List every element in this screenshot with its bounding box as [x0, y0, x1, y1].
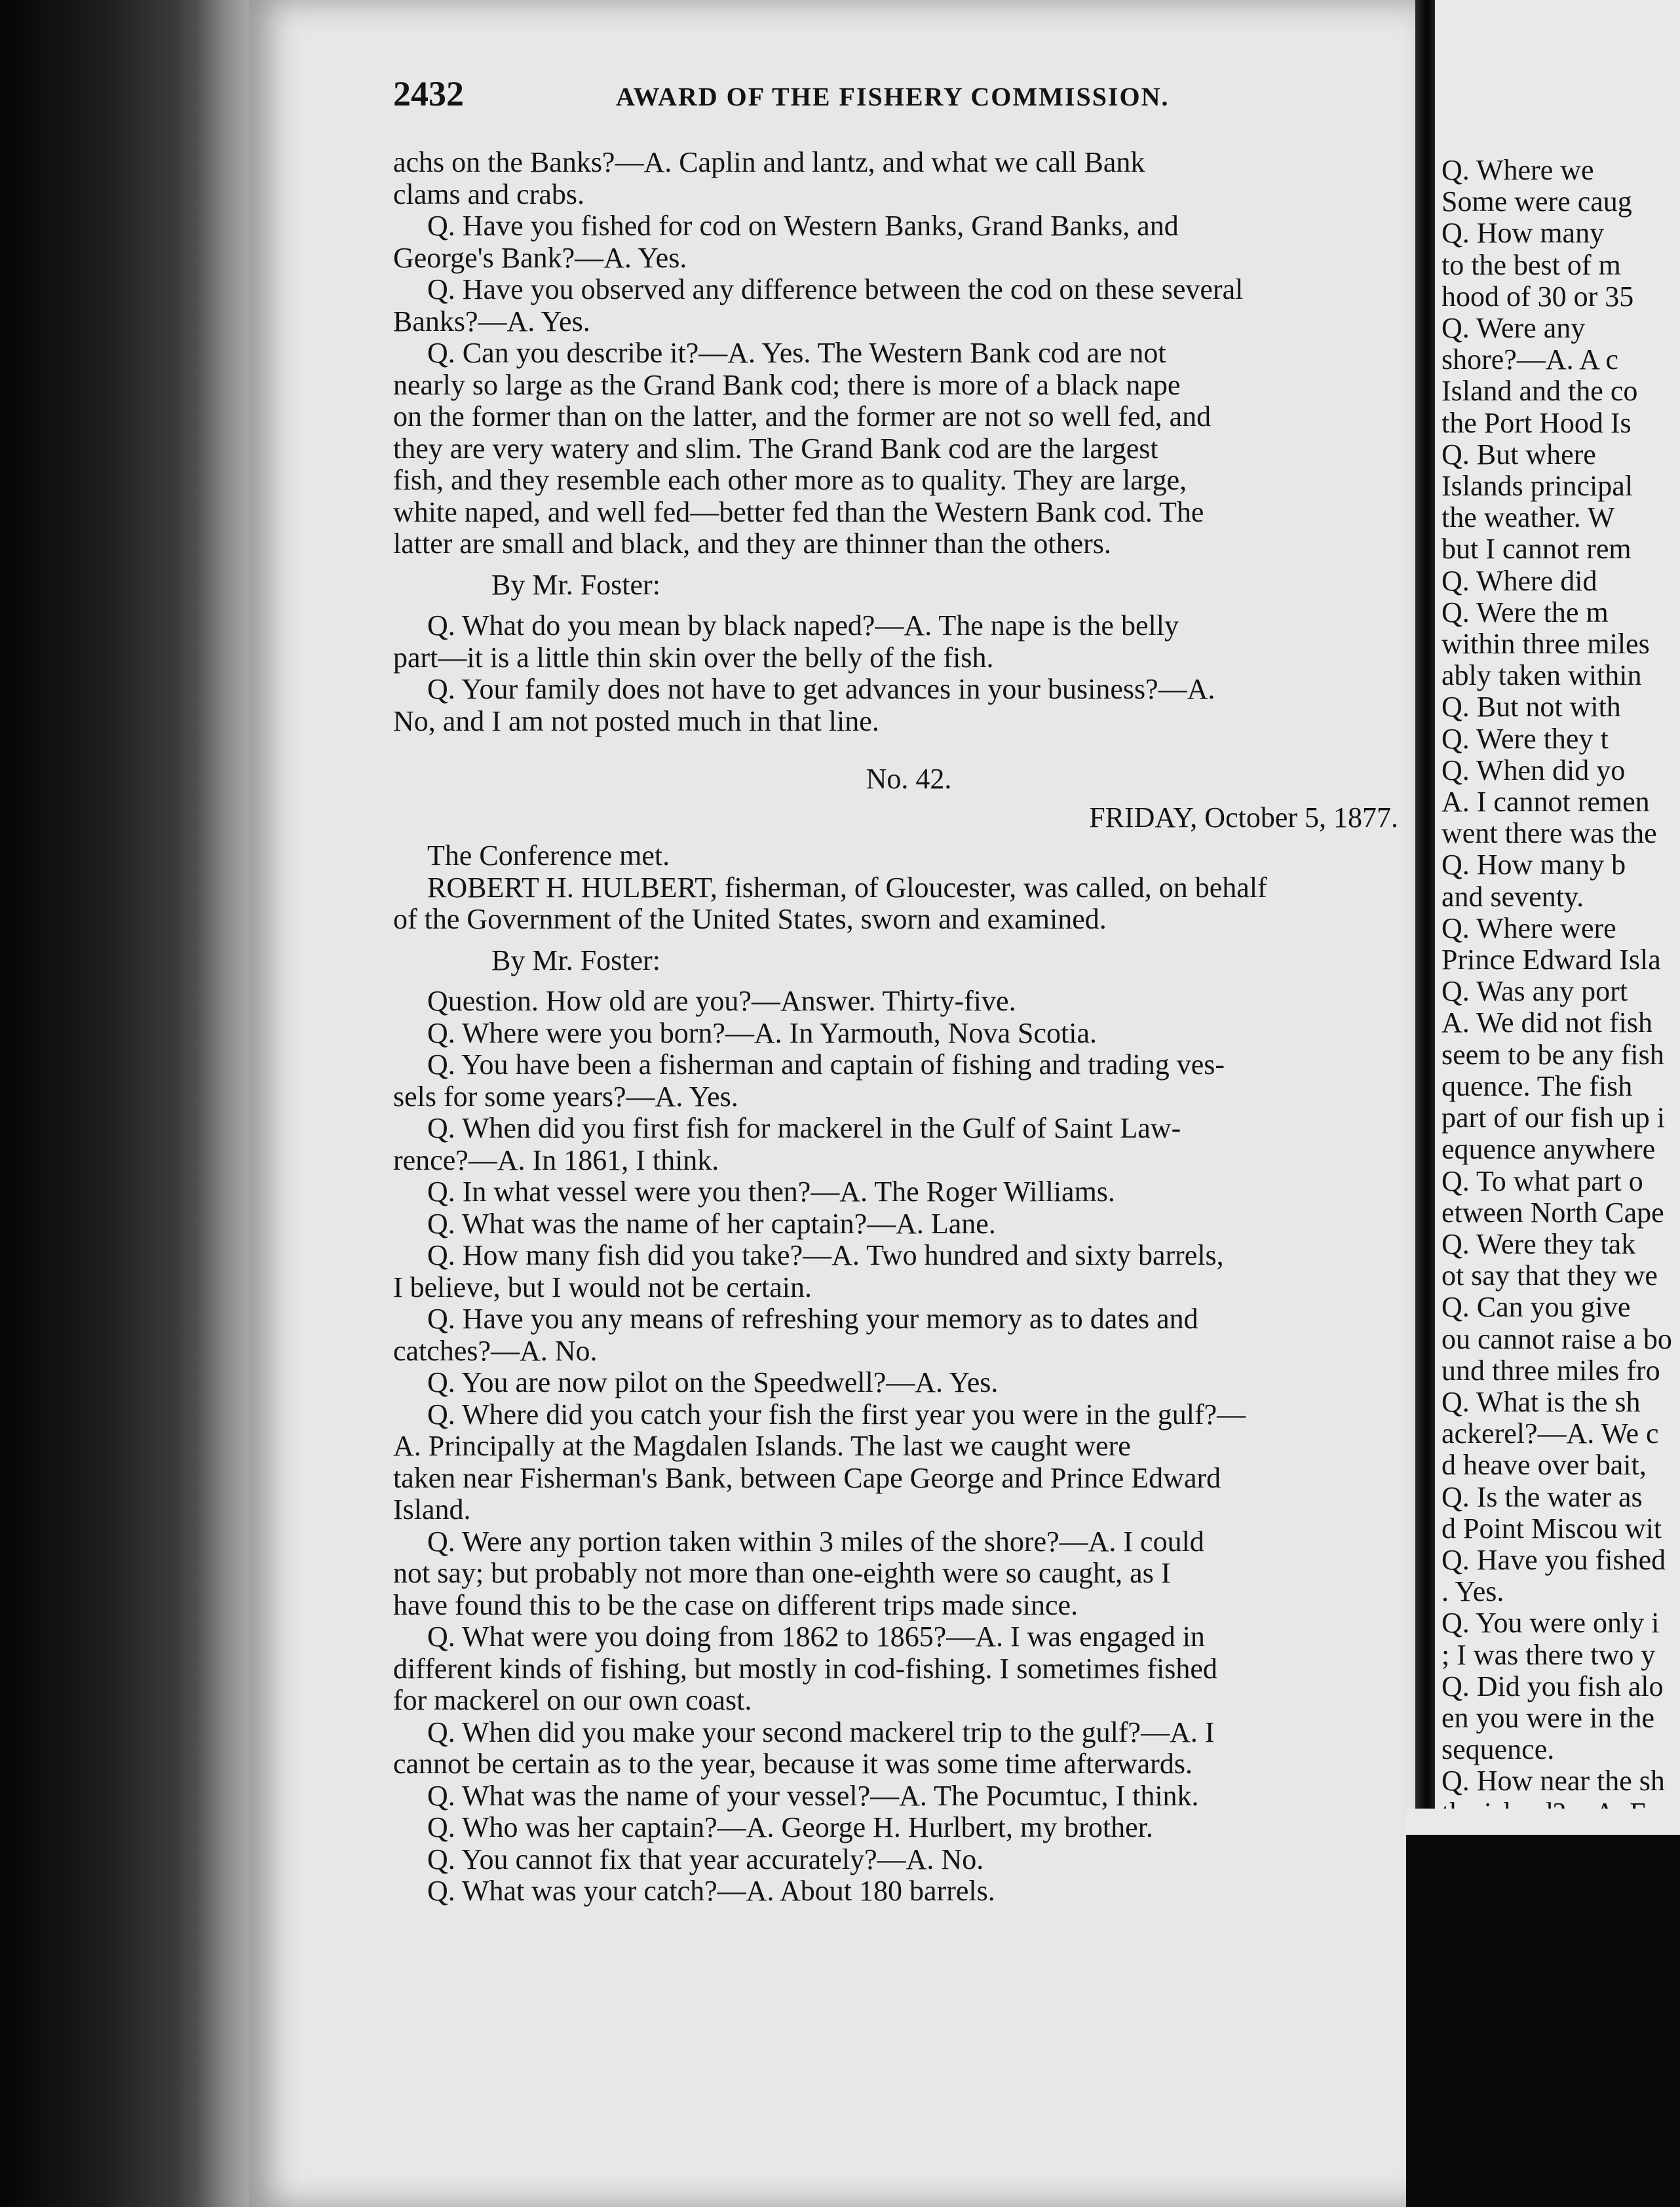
- text-line: Q. Where did: [1441, 564, 1597, 597]
- text-line: Q. Have you any means of refreshing your memory as to dates and: [427, 1303, 1198, 1335]
- right-text-column: [1441, 155, 1680, 1892]
- text-line: Q. But where: [1441, 438, 1596, 470]
- text-line: part—it is a little thin skin over the belly of the fish.: [393, 642, 994, 674]
- text-line: on the former than on the latter, and the former are not so well fed, and: [393, 401, 1212, 432]
- text-line: they are very watery and slim. The Grand Bank cod are the largest: [393, 432, 1158, 465]
- text-line: Q. Where we: [1441, 154, 1594, 186]
- text-line: Question. How old are you?—Answer. Thirty-five.: [427, 986, 1016, 1017]
- text-line: Q. What do you mean by black naped?—A. The nape is the belly: [427, 610, 1179, 642]
- text-line: Q. What is the sh: [1441, 1385, 1641, 1418]
- text-line: Q. Were any: [1441, 312, 1586, 345]
- text-line: Banks?—A. Yes.: [393, 305, 590, 337]
- text-line: the weather. W: [1441, 501, 1615, 534]
- text-line: Q. Where did you catch your fish the first year you were in the gulf?—: [427, 1398, 1246, 1430]
- text-line: seem to be any fish: [1441, 1038, 1664, 1071]
- text-line: different kinds of fishing, but mostly in cod-fishing. I sometimes fished: [393, 1653, 1217, 1685]
- running-title: AWARD OF THE FISHERY COMMISSION.: [616, 82, 1170, 111]
- text-line: Q. Where were: [1441, 912, 1616, 944]
- text-line: ; I was there two y: [1441, 1638, 1656, 1671]
- text-line: Island.: [393, 1494, 471, 1526]
- text-line: Island and the co: [1441, 375, 1638, 408]
- text-line: Q. How near the sh: [1441, 1765, 1665, 1797]
- text-line: Q. Can you give: [1441, 1291, 1631, 1324]
- text-line: Q. What was the name of your vessel?—A. The Pocumtuc, I think.: [427, 1780, 1199, 1812]
- text-line: sels for some years?—A. Yes.: [393, 1081, 738, 1113]
- text-line: not say; but probably not more than one-eighth were so caught, as I: [393, 1558, 1171, 1589]
- text-line: latter are small and black, and they are thinner than the others.: [393, 528, 1111, 560]
- text-line: but I cannot rem: [1441, 533, 1632, 566]
- text-line: ot say that they we: [1441, 1259, 1658, 1292]
- speaker-heading: By Mr. Foster:: [491, 944, 660, 976]
- text-line: en you were in the: [1441, 1701, 1654, 1734]
- text-line: The Conference met.: [427, 840, 670, 872]
- text-line: rence?—A. In 1861, I think.: [393, 1144, 719, 1176]
- text-line: d heave over bait,: [1441, 1449, 1647, 1482]
- text-line: ackerel?—A. We c: [1441, 1417, 1659, 1450]
- text-line: achs on the Banks?—A. Caplin and lantz, and what we call Bank: [393, 147, 1145, 178]
- text-line: clams and crabs.: [393, 178, 584, 210]
- text-line: Q. Did you fish alo: [1441, 1670, 1664, 1702]
- text-line: Q. You have been a fisherman and captain of fishing and trading ves-: [427, 1049, 1225, 1081]
- text-line: Q. How many: [1441, 217, 1605, 250]
- text-line: Q. Have you observed any difference between the cod on these several: [427, 274, 1244, 305]
- text-line: A. I cannot remen: [1441, 786, 1650, 818]
- text-line: Q. Your family does not have to get advances in your business?—A.: [427, 674, 1215, 705]
- text-line: for mackerel on our own coast.: [393, 1685, 752, 1716]
- text-line: Q. In what vessel were you then?—A. The Roger Williams.: [427, 1176, 1115, 1208]
- text-line: Q. How many fish did you take?—A. Two hundred and sixty barrels,: [427, 1240, 1224, 1271]
- text-line: and seventy.: [1441, 880, 1584, 913]
- text-line: part of our fish up i: [1441, 1102, 1665, 1134]
- text-line: A. We did not fish: [1441, 1007, 1652, 1039]
- text-line: Q. What were you doing from 1862 to 1865?—A. I was engaged in: [427, 1621, 1205, 1653]
- text-line: Q. Who was her captain?—A. George H. Hurlbert, my brother.: [427, 1812, 1153, 1843]
- session-date: FRIDAY, October 5, 1877.: [1089, 801, 1398, 834]
- text-line: have found this to be the case on different trips made since.: [393, 1589, 1079, 1621]
- text-line: Q. Is the water as: [1441, 1480, 1643, 1513]
- text-line: nearly so large as the Grand Bank cod; there is more of a black nape: [393, 369, 1181, 401]
- text-line: und three miles fro: [1441, 1354, 1660, 1387]
- scan-background: [1406, 1809, 1680, 2207]
- text-line: Q. Have you fished for cod on Western Banks, Grand Banks, and: [427, 210, 1179, 242]
- text-line: Islands principal: [1441, 470, 1633, 503]
- text-line: ably taken within: [1441, 659, 1642, 692]
- text-line: Q. Where were you born?—A. In Yarmouth, Nova Scotia.: [427, 1017, 1097, 1049]
- text-line: Q. When did you make your second mackerel trip to the gulf?—A. I: [427, 1716, 1215, 1748]
- text-line: Q. Was any port: [1441, 975, 1628, 1008]
- text-line: Q. Were they tak: [1441, 1227, 1636, 1260]
- text-line: within three miles: [1441, 628, 1650, 661]
- text-line: Q. When did yo: [1441, 754, 1626, 786]
- page-header: [393, 73, 1415, 126]
- left-text-column: [393, 147, 1424, 1908]
- text-line: I believe, but I would not be certain.: [393, 1271, 812, 1303]
- text-line: catches?—A. No.: [393, 1335, 598, 1367]
- text-line: fish, and they resemble each other more as to quality. They are large,: [393, 465, 1187, 496]
- speaker-heading: By Mr. Foster:: [491, 569, 660, 601]
- text-line: Q. You were only i: [1441, 1607, 1660, 1640]
- text-line: Some were caug: [1441, 185, 1632, 218]
- text-line: sequence.: [1441, 1733, 1555, 1766]
- text-line: Q. How many b: [1441, 849, 1626, 881]
- text-line: to the best of m: [1441, 248, 1621, 281]
- text-line: A. Principally at the Magdalen Islands. The last we caught were: [393, 1430, 1131, 1462]
- text-line: Q. Were any portion taken within 3 miles of the shore?—A. I could: [427, 1526, 1204, 1558]
- text-line: ROBERT H. HULBERT, fisherman, of Gloucester, was called, on behalf: [427, 872, 1267, 904]
- text-line: Q. Have you fished: [1441, 1543, 1666, 1576]
- text-line: No, and I am not posted much in that line.: [393, 705, 879, 737]
- text-line: ou cannot raise a bo: [1441, 1322, 1672, 1355]
- text-line: shore?—A. A c: [1441, 343, 1619, 376]
- text-line: . Yes.: [1441, 1575, 1504, 1608]
- text-line: Q. Can you describe it?—A. Yes. The Western Bank cod are not: [427, 337, 1166, 369]
- text-line: Q. What was the name of her captain?—A. Lane.: [427, 1208, 996, 1240]
- text-line: quence. The fish: [1441, 1069, 1633, 1102]
- text-line: cannot be certain as to the year, because it was some time afterwards.: [393, 1748, 1193, 1780]
- page-number: 2432: [393, 74, 464, 113]
- text-line: Q. Were the m: [1441, 596, 1609, 628]
- spine-highlight: [197, 0, 249, 2207]
- text-line: d Point Miscou wit: [1441, 1512, 1662, 1545]
- text-line: Q. What was your catch?—A. About 180 barrels.: [427, 1875, 995, 1907]
- text-line: Q. When did you first fish for mackerel in the Gulf of Saint Law-: [427, 1113, 1181, 1144]
- text-line: George's Bank?—A. Yes.: [393, 242, 687, 274]
- text-line: went there was the: [1441, 817, 1657, 850]
- text-line: Q. Were they t: [1441, 722, 1609, 755]
- text-line: hood of 30 or 35: [1441, 280, 1634, 313]
- text-line: the Port Hood Is: [1441, 406, 1632, 439]
- text-line: Q. To what part o: [1441, 1164, 1643, 1197]
- text-line: Q. But not with: [1441, 691, 1621, 723]
- text-line: equence anywhere: [1441, 1133, 1656, 1166]
- text-line: taken near Fisherman's Bank, between Cape George and Prince Edward: [393, 1462, 1221, 1494]
- section-number: No. 42.: [866, 763, 952, 795]
- text-line: Prince Edward Isla: [1441, 944, 1661, 976]
- text-line: Q. You cannot fix that year accurately?—A. No.: [427, 1843, 984, 1875]
- text-line: Q. You are now pilot on the Speedwell?—A. Yes.: [427, 1367, 999, 1398]
- text-line: white naped, and well fed—better fed than the Western Bank cod. The: [393, 496, 1204, 528]
- text-line: etween North Cape: [1441, 1196, 1664, 1229]
- text-line: of the Government of the United States, sworn and examined.: [393, 904, 1107, 935]
